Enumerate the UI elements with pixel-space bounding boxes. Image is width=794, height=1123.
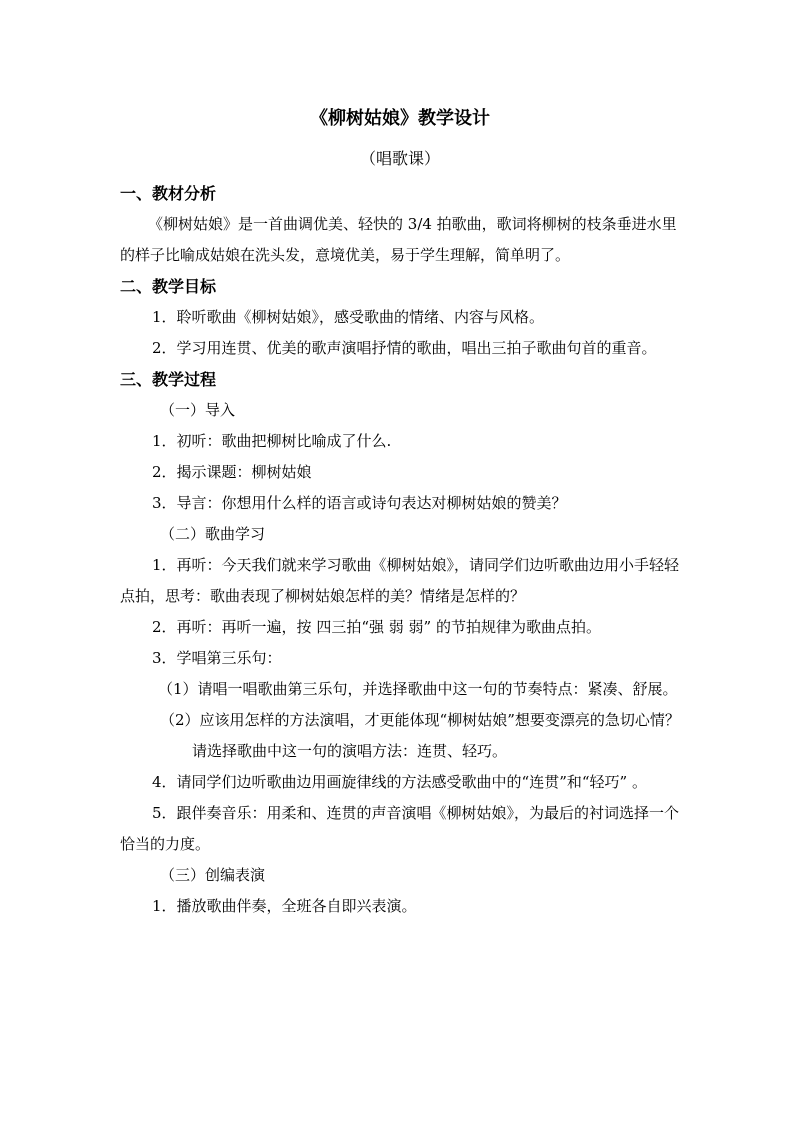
- song-item-3-sub-1: （1）请唱一唱歌曲第三乐句，并选择歌曲中这一句的节奏特点：紧凑、舒展。: [158, 680, 678, 698]
- intro-item-3: 3．导言：你想用什么样的语言或诗句表达对柳树姑娘的赞美？: [152, 494, 567, 512]
- document-page: [120, 100, 680, 922]
- goal-item-1: 1．聆听歌曲《柳树姑娘》，感受歌曲的情绪、内容与风格。: [152, 308, 545, 326]
- song-item-2: 2．再听：再听一遍，按 四三拍“强 弱 弱” 的节拍规律为歌曲点拍。: [152, 618, 601, 636]
- performance-item-1: 1．播放歌曲伴奏，全班各自即兴表演。: [152, 897, 417, 915]
- song-item-3-sub-3: 请选择歌曲中这一句的演唱方法：连贯、轻巧。: [192, 742, 508, 760]
- section-heading-materials: 一、教材分析: [120, 184, 217, 203]
- intro-item-1: 1．初听：歌曲把柳树比喻成了什么.: [152, 432, 392, 450]
- song-item-3: 3．学唱第三乐句：: [152, 649, 282, 667]
- goal-item-2: 2．学习用连贯、优美的歌声演唱抒情的歌曲，唱出三拍子歌曲句首的重音。: [152, 339, 657, 357]
- song-item-1: 1．再听：今天我们就来学习歌曲《柳树姑娘》，请同学们边听歌曲边用小手轻轻点拍，思考：歌曲表现了柳树姑娘怎样的美？情绪是怎样的？: [120, 556, 680, 605]
- paragraph-materials-analysis: 《柳树姑娘》是一首曲调优美、轻快的 3/4 拍歌曲，歌词将柳树的枝条垂进水里的样子比喻成姑娘在洗头发，意境优美，易于学生理解，简单明了。: [120, 215, 677, 264]
- section-heading-goals: 二、教学目标: [120, 277, 217, 296]
- song-item-5: 5．跟伴奏音乐：用柔和、连贯的声音演唱《柳树姑娘》，为最后的衬词选择一个恰当的力度。: [120, 804, 680, 853]
- song-item-3-sub-2: （2）应该用怎样的方法演唱，才更能体现“柳树姑娘”想要变漂亮的急切心情？: [160, 711, 680, 729]
- document-subtitle: （唱歌课）: [359, 149, 440, 168]
- subheading-intro: （一）导入: [160, 401, 236, 419]
- document-title: 《柳树姑娘》教学设计: [310, 108, 490, 129]
- subheading-performance: （三）创编表演: [160, 866, 266, 884]
- intro-item-2: 2．揭示课题：柳树姑娘: [152, 463, 312, 481]
- subheading-song-learning: （二）歌曲学习: [160, 525, 266, 543]
- song-item-4: 4．请同学们边听歌曲边用画旋律线的方法感受歌曲中的“连贯”和“轻巧” 。: [152, 773, 647, 791]
- section-heading-process: 三、教学过程: [120, 370, 217, 389]
